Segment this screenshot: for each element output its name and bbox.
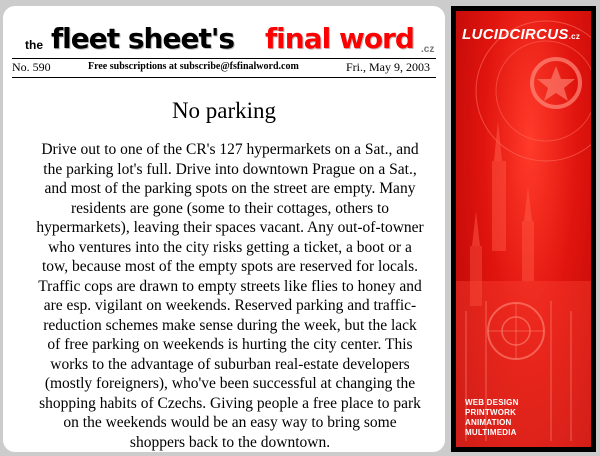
ad-banner[interactable] [451, 6, 596, 452]
ad-services-list [465, 398, 519, 438]
ad-cathedral-graphic [456, 11, 591, 447]
article-title: No parking [171, 98, 277, 123]
ad-service-item: MULTIMEDIA [465, 428, 517, 437]
rule-bottom [12, 77, 436, 78]
subscription-link[interactable]: Free subscriptions at subscribe@fsfinalword.com [88, 61, 299, 72]
ad-brand-logo [462, 26, 580, 43]
ad-service-item: WEB DESIGN [465, 398, 519, 407]
masthead [3, 20, 445, 60]
issue-date: Fri., May 9, 2003 [346, 60, 430, 74]
masthead-title-black: fleet sheet's [51, 22, 235, 55]
ad-brand-suffix: .cz [568, 32, 581, 41]
newsletter-card [3, 6, 445, 452]
info-bar [12, 59, 436, 75]
ad-brand-name: LUCIDCIRCUS [462, 26, 569, 43]
article-body: Drive out to one of the CR's 127 hypermarkets on a Sat., and the parking lot's full. Drive into downtown Prague on a Sat., and most of the parking spots on the street are empty. Many residents are gone (some to their cottages, others to hypermarkets), leaving their spaces vacant. Any out-of-towner who ventures into the city risks getting a ticket, a boot or a tow, because most of the empty spots are reserved for locals. Traffic cops are drawn to empty streets like flies to honey and are esp. vigilant on weekends. Reserved parking and traffic-reduction schemes make sense during the week, but the lack of free parking on weekends is hurting the city center. This works to the advantage of suburban real-estate developers (mostly foreigners), who've been successful at changing the shopping habits of Czechs. Giving people a free place to park on the weekends would be an easy way to bring some shoppers back to the downtown. [36, 141, 424, 451]
masthead-suffix: .cz [421, 44, 435, 55]
ad-service-item: PRINTWORK [465, 408, 517, 417]
masthead-title-red: final word [265, 22, 414, 55]
ad-service-item: ANIMATION [465, 418, 512, 427]
issue-number: No. 590 [12, 60, 51, 74]
masthead-the: the [25, 38, 43, 52]
ad-banner-artwork [456, 11, 591, 447]
